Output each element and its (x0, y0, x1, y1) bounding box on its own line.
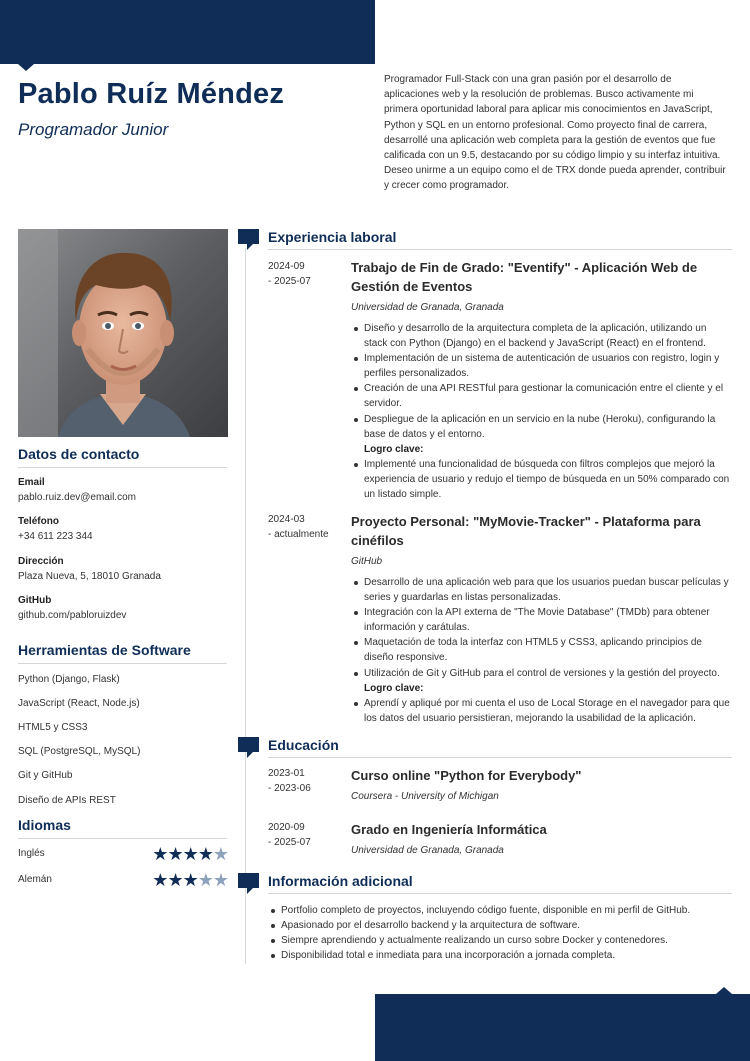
list-item: Integración con la API externa de "The Movie Database" (TMDb) para obtener información y carátulas. (351, 605, 731, 635)
experience-heading: Experiencia laboral (268, 229, 397, 245)
languages-heading: Idiomas (18, 817, 227, 839)
date-end: - 2025-07 (268, 276, 311, 287)
section-rule (268, 757, 732, 758)
list-item: Aprendí y apliqué por mi cuenta el uso de Local Storage en el navegador para que los datos del usuario persistieran, mejorando la usabilidad de la aplicación. (351, 696, 731, 726)
section-flag-tail (247, 888, 253, 894)
tools-section (18, 642, 227, 664)
language-rating (152, 871, 228, 889)
contact-phone-value[interactable]: +34 611 223 344 (18, 531, 93, 542)
contact-email (18, 477, 227, 503)
tool-item: Diseño de APIs REST (18, 795, 116, 806)
list-item: Implementación de un sistema de autenticación de usuarios con registro, login y perfiles personalizados. (351, 351, 731, 381)
profile-photo (18, 229, 228, 437)
timeline-line (245, 248, 246, 964)
list-item: Portfolio completo de proyectos, incluyendo código fuente, disponible en mi perfil de GitHub. (268, 903, 738, 918)
date-end: - actualmente (268, 529, 329, 540)
language-row-german (18, 871, 228, 889)
tools-heading: Herramientas de Software (18, 642, 227, 664)
section-flag-icon (238, 737, 259, 752)
date-start: 2020-09 (268, 822, 305, 833)
star-filled-icon: ★ (152, 844, 168, 864)
education-title: Curso online "Python for Everybody" (351, 768, 582, 783)
contact-address-value: Plaza Nueva, 5, 18010 Granada (18, 571, 161, 582)
star-filled-icon: ★ (167, 844, 183, 864)
section-flag-tail (247, 244, 253, 250)
experience-title: Proyecto Personal: "MyMovie-Tracker" - Plataforma para cinéfilos (351, 514, 701, 548)
list-item: Despliegue de la aplicación en un servicio en la nube (Heroku), configurando la base de datos y el entorno. (351, 412, 731, 442)
experience-org: Universidad de Granada, Granada (351, 302, 504, 313)
contact-github (18, 595, 227, 621)
candidate-name: Pablo Ruíz Méndez (18, 78, 285, 110)
contact-github-value[interactable]: github.com/pabloruizdev (18, 610, 127, 621)
star-filled-icon: ★ (182, 870, 198, 890)
section-flag-icon (238, 229, 259, 244)
achievement-label: Logro clave: (364, 682, 424, 694)
list-item: Desarrollo de una aplicación web para que los usuarios puedan buscar películas y series y guardarlas en listas personalizadas. (351, 575, 731, 605)
education-date (268, 820, 348, 850)
languages-section (18, 817, 227, 839)
contact-phone (18, 516, 227, 542)
star-empty-icon: ★ (197, 870, 213, 890)
footer-band-notch (716, 987, 732, 994)
star-filled-icon: ★ (167, 870, 183, 890)
date-start: 2024-09 (268, 261, 305, 272)
education-date (268, 766, 348, 796)
education-org: Coursera - University of Michigan (351, 791, 499, 802)
star-empty-icon: ★ (212, 870, 228, 890)
contact-section (18, 446, 227, 468)
star-filled-icon: ★ (197, 844, 213, 864)
list-item: Diseño y desarrollo de la arquitectura completa de la aplicación, utilizando un stack con Python (Django) en el backend y JavaScript (React) en el frontend. (351, 321, 731, 351)
contact-github-label: GitHub (18, 595, 52, 606)
tool-item: HTML5 y CSS3 (18, 722, 88, 733)
date-end: - 2025-07 (268, 837, 311, 848)
date-start: 2024-03 (268, 514, 305, 525)
list-item: Utilización de Git y GitHub para el control de versiones y la gestión del proyecto. (351, 666, 731, 681)
section-rule (268, 893, 732, 894)
language-row-english (18, 845, 228, 863)
additional-header (238, 873, 732, 895)
contact-email-value[interactable]: pablo.ruiz.dev@email.com (18, 492, 136, 503)
list-item: Creación de una API RESTful para gestionar la comunicación entre el cliente y el servidor. (351, 381, 731, 411)
experience-bullets (351, 575, 731, 726)
achievement-label: Logro clave: (364, 443, 424, 455)
star-empty-icon: ★ (212, 844, 228, 864)
date-start: 2023-01 (268, 768, 305, 779)
section-rule (268, 249, 732, 250)
additional-heading: Información adicional (268, 873, 413, 889)
profile-summary: Programador Full-Stack con una gran pasión por el desarrollo de aplicaciones web y la resolución de problemas. Busco activamente mi primera oportunidad laboral para aplicar mis conocimientos en JavaScript, Python y SQL en un entorno profesional. Como proyecto final de carrera, desarrollé una aplicación web completa para la gestión de eventos que fue calificada con un 9.5, destacando por su código limpio y su interfaz intuitiva. Deseo unirme a un equipo como el de TRX donde pueda aprender, contribuir y crecer como programador. (384, 74, 726, 192)
header-band (0, 0, 375, 64)
language-name: Alemán (18, 874, 52, 885)
job-title: Programador Junior (18, 120, 169, 139)
experience-bullets (351, 321, 731, 502)
tool-item: SQL (PostgreSQL, MySQL) (18, 746, 141, 757)
star-filled-icon: ★ (182, 844, 198, 864)
experience-title: Trabajo de Fin de Grado: "Eventify" - Aplicación Web de Gestión de Eventos (351, 260, 698, 294)
education-org: Universidad de Granada, Granada (351, 845, 504, 856)
section-flag-tail (247, 752, 253, 758)
section-flag-icon (238, 873, 259, 888)
education-title: Grado en Ingeniería Informática (351, 822, 547, 837)
contact-heading: Datos de contacto (18, 446, 227, 468)
contact-address-label: Dirección (18, 556, 64, 567)
list-item: Implementé una funcionalidad de búsqueda con filtros complejos que mejoró la experiencia de usuario y redujo el tiempo de búsqueda en un 50% comparado con un listado simple. (351, 457, 731, 502)
education-heading: Educación (268, 737, 339, 753)
language-name: Inglés (18, 848, 45, 859)
additional-list (268, 903, 738, 963)
list-item: Maquetación de toda la interfaz con HTML5 y CSS3, aplicando principios de diseño responsive. (351, 635, 731, 665)
tool-item: Python (Django, Flask) (18, 674, 120, 685)
experience-date (268, 512, 348, 542)
language-rating (152, 845, 228, 863)
list-item: Disponibilidad total e inmediata para una incorporación a jornada completa. (268, 948, 738, 963)
list-item: Apasionado por el desarrollo backend y la arquitectura de software. (268, 918, 738, 933)
header-band-notch (18, 64, 34, 71)
star-filled-icon: ★ (152, 870, 168, 890)
tool-item: JavaScript (React, Node.js) (18, 698, 140, 709)
list-item: Siempre aprendiendo y actualmente realizando un curso sobre Docker y contenedores. (268, 933, 738, 948)
contact-address (18, 556, 227, 582)
experience-date (268, 259, 348, 289)
experience-org: GitHub (351, 556, 383, 567)
tool-item: Git y GitHub (18, 770, 73, 781)
date-end: - 2023-06 (268, 783, 311, 794)
footer-band (375, 994, 750, 1061)
experience-header (238, 229, 732, 251)
education-header (238, 737, 732, 759)
contact-phone-label: Teléfono (18, 516, 59, 527)
contact-email-label: Email (18, 477, 45, 488)
